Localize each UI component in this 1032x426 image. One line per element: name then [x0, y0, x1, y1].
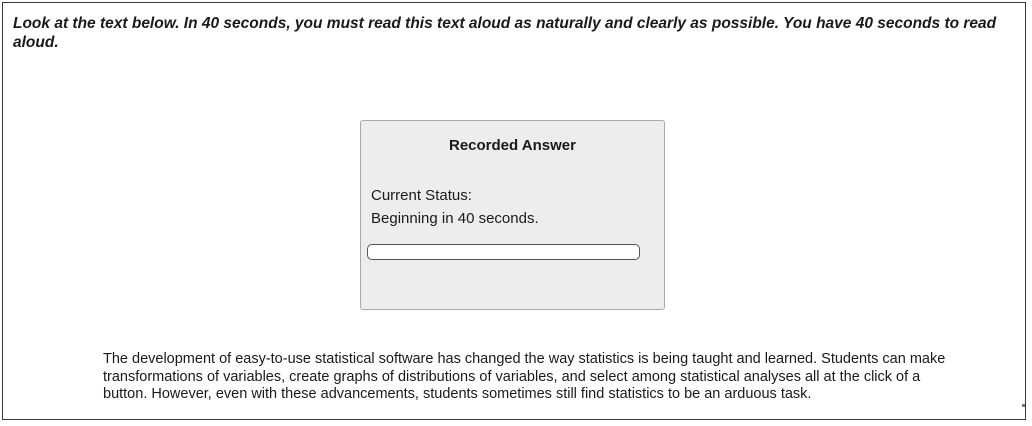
reading-passage: The development of easy-to-use statistical software has changed the way statistics is being taught and learned. Students can make transformations of variables, create graphs of distributions of variables, and select among statistical analyses all at the click of a button. However, even with these advancements, students sometimes still find statistics to be an arduous task. — [103, 351, 946, 402]
edge-mark — [1022, 404, 1025, 407]
instruction-text: Look at the text below. In 40 seconds, you must read this text aloud as naturally and clearly as possible. You have 40 seconds to read aloud. — [13, 15, 997, 51]
status-label: Current Status: — [371, 187, 472, 204]
status-value: Beginning in 40 seconds. — [371, 210, 539, 227]
recording-progress-bar — [367, 244, 640, 260]
recorder-title: Recorded Answer — [449, 137, 576, 154]
recorded-answer-panel — [360, 120, 665, 310]
question-panel — [2, 2, 1026, 420]
